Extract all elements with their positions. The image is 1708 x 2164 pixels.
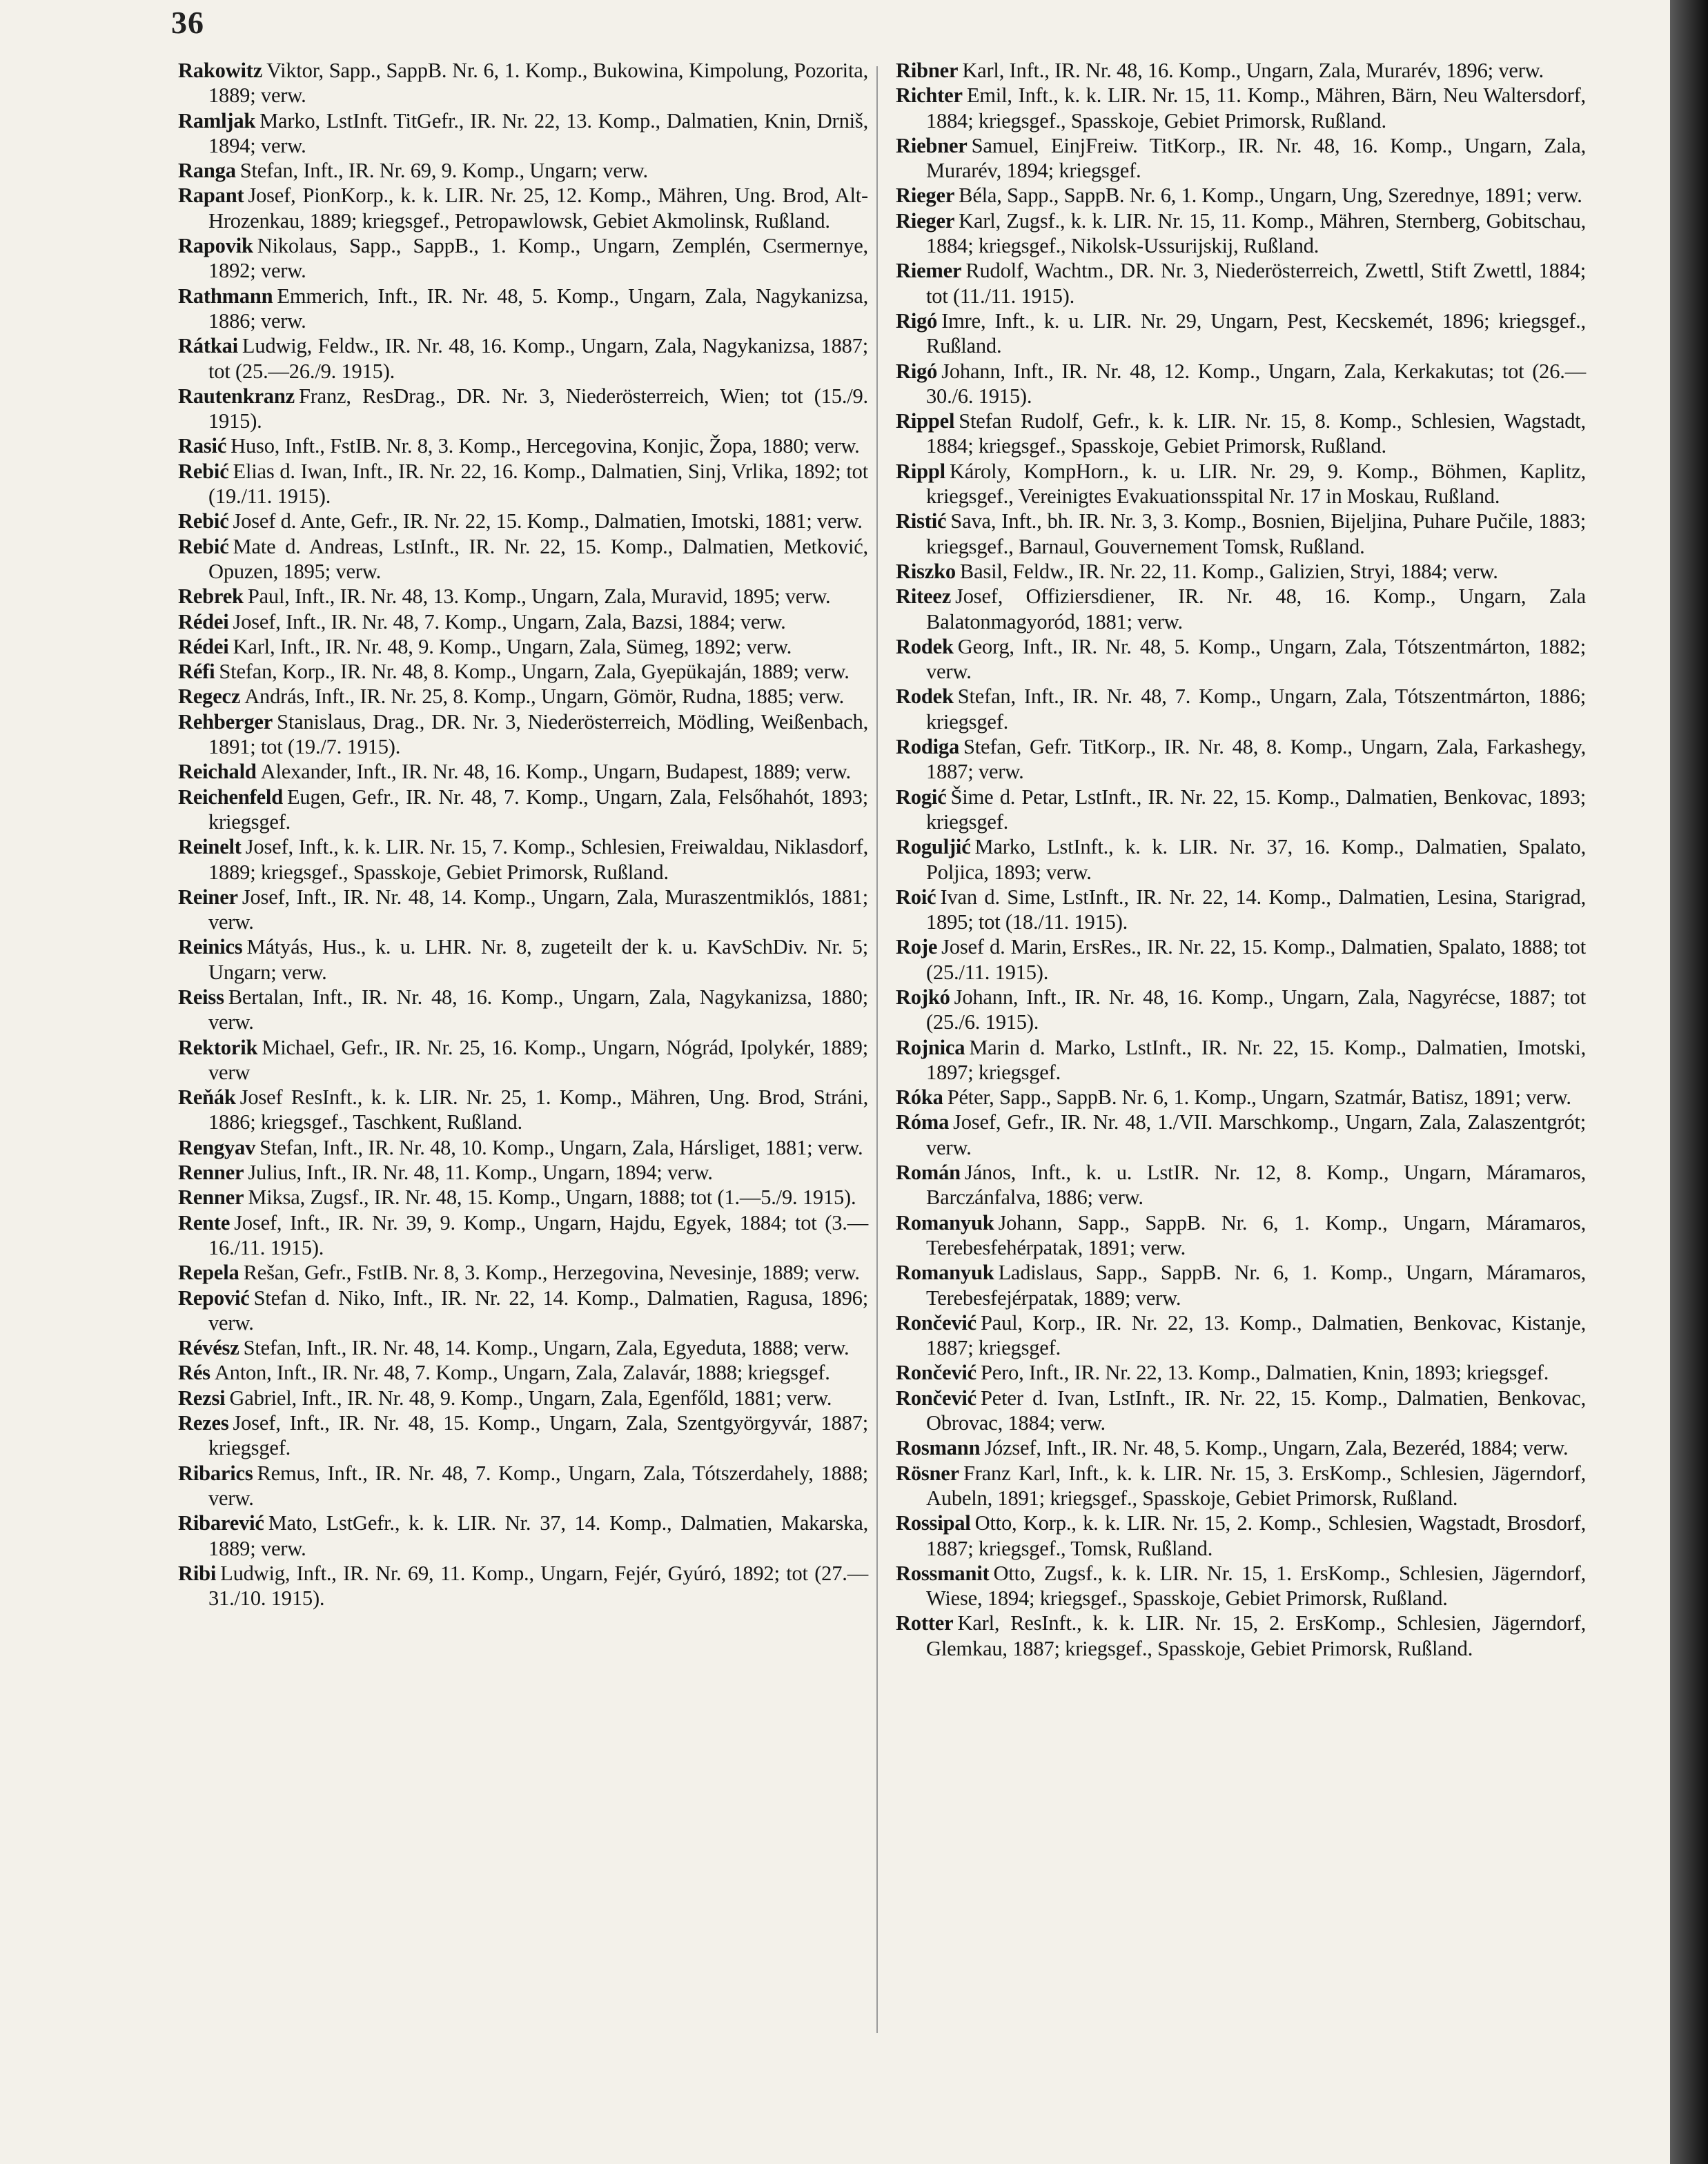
- register-entry: [896, 58, 1586, 83]
- entry-surname: Rieger: [896, 184, 955, 208]
- right-column: [896, 58, 1586, 1661]
- entry-details: Anton, Inft., IR. Nr. 48, 7. Komp., Ungarn, Zala, Zalavár, 1888; kriegsgef.: [214, 1361, 830, 1385]
- register-entry: [896, 1611, 1586, 1661]
- register-entry: [896, 409, 1586, 459]
- entry-surname: Riemer: [896, 259, 962, 283]
- entry-details: Ladislaus, Sapp., SappB. Nr. 6, 1. Komp., Ungarn, Máramaros, Terebesfejérpatak, 1889; verw.: [926, 1261, 1586, 1310]
- entry-surname: Rosmann: [896, 1436, 981, 1460]
- entry-details: Julius, Inft., IR. Nr. 48, 11. Komp., Ungarn, 1894; verw.: [248, 1161, 713, 1185]
- entry-details: Otto, Korp., k. k. LIR. Nr. 15, 2. Komp., Schlesien, Wagstadt, Brosdorf, 1887; kriegsgef., Tomsk, Rußland.: [926, 1511, 1586, 1560]
- entry-surname: Reichald: [178, 760, 257, 784]
- entry-surname: Rengyav: [178, 1135, 256, 1159]
- entry-surname: Rossipal: [896, 1511, 971, 1535]
- entry-surname: Rebić: [178, 534, 229, 558]
- entry-details: Šime d. Petar, LstInft., IR. Nr. 22, 15. Komp., Dalmatien, Benkovac, 1893; kriegsgef.: [926, 785, 1586, 834]
- entry-surname: Rigó: [896, 359, 938, 383]
- entry-details: Josef, PionKorp., k. k. LIR. Nr. 25, 12. Komp., Mähren, Ung. Brod, Alt-Hrozenkau, 1889; kriegsgef., Petropawlowsk, Gebiet Akmolinsk, Rußland.: [208, 184, 868, 233]
- entry-details: Paul, Inft., IR. Nr. 48, 13. Komp., Ungarn, Zala, Muravid, 1895; verw.: [247, 584, 831, 609]
- register-entry: [896, 1386, 1586, 1436]
- register-entry: [896, 183, 1586, 208]
- entry-surname: Reichenfeld: [178, 785, 283, 809]
- entry-details: Basil, Feldw., IR. Nr. 22, 11. Komp., Galizien, Stryi, 1884; verw.: [959, 559, 1498, 583]
- register-entry: [178, 433, 868, 458]
- register-entry: [178, 709, 868, 760]
- register-entry: [178, 1160, 868, 1185]
- entry-details: Franz, ResDrag., DR. Nr. 3, Niederösterreich, Wien; tot (15./9. 1915).: [208, 384, 868, 433]
- entry-details: Mato, LstGefr., k. k. LIR. Nr. 37, 14. Komp., Dalmatien, Makarska, 1889; verw.: [208, 1511, 868, 1560]
- entry-surname: Rasić: [178, 434, 227, 458]
- entry-surname: Riszko: [896, 559, 956, 583]
- register-entry: [896, 133, 1586, 184]
- register-entry: [896, 985, 1586, 1035]
- entry-surname: Reiner: [178, 885, 238, 909]
- register-entry: [178, 934, 868, 985]
- register-entry: [178, 1185, 868, 1210]
- register-entry: [896, 559, 1586, 584]
- register-entry: [896, 1160, 1586, 1210]
- entry-surname: Richter: [896, 83, 963, 108]
- entry-details: Alexander, Inft., IR. Nr. 48, 16. Komp., Ungarn, Budapest, 1889; verw.: [260, 760, 851, 784]
- entry-surname: Rotter: [896, 1611, 954, 1635]
- entry-details: Marin d. Marko, LstInft., IR. Nr. 22, 15. Komp., Dalmatien, Imotski, 1897; kriegsgef.: [926, 1035, 1586, 1084]
- register-entry: [896, 359, 1586, 409]
- register-entry: [178, 1561, 868, 1611]
- entry-details: Pero, Inft., IR. Nr. 22, 13. Komp., Dalmatien, Knin, 1893; kriegsgef.: [980, 1361, 1549, 1385]
- register-entry: [896, 1435, 1586, 1460]
- entry-surname: Roje: [896, 935, 938, 959]
- entry-surname: Regecz: [178, 685, 241, 709]
- entry-surname: Ribner: [896, 59, 959, 82]
- entry-details: Ludwig, Feldw., IR. Nr. 48, 16. Komp., Ungarn, Zala, Nagykanizsa, 1887; tot (25.—26./9. 1915).: [208, 334, 868, 383]
- entry-details: Stefan, Inft., IR. Nr. 48, 14. Komp., Ungarn, Zala, Egyeduta, 1888; verw.: [243, 1336, 850, 1360]
- register-entry: [178, 284, 868, 334]
- entry-details: Emil, Inft., k. k. LIR. Nr. 15, 11. Komp., Mähren, Bärn, Neu Waltersdorf, 1884; kriegsgef., Spasskoje, Gebiet Primorsk, Rußland.: [926, 83, 1586, 132]
- entry-details: Josef ResInft., k. k. LIR. Nr. 25, 1. Komp., Mähren, Ung. Brod, Stráni, 1886; kriegsgef., Taschkent, Rußland.: [208, 1085, 868, 1134]
- entry-details: Stefan, Inft., IR. Nr. 48, 10. Komp., Ungarn, Zala, Hársliget, 1881; verw.: [259, 1135, 863, 1159]
- entry-surname: Reňák: [178, 1085, 236, 1110]
- register-entry: [178, 384, 868, 434]
- entry-details: Samuel, EinjFreiw. TitKorp., IR. Nr. 48, 16. Komp., Ungarn, Zala, Murarév, 1894; kriegsgef.: [926, 133, 1586, 183]
- register-entry: [896, 1035, 1586, 1085]
- entry-surname: Rösner: [896, 1461, 959, 1485]
- entry-surname: Róka: [896, 1085, 943, 1110]
- entry-details: Johann, Inft., IR. Nr. 48, 16. Komp., Ungarn, Zala, Nagyrécse, 1887; tot (25./6. 1915).: [926, 985, 1586, 1034]
- entry-details: Stefan Rudolf, Gefr., k. k. LIR. Nr. 15, 8. Komp., Schlesien, Wagstadt, 1884; kriegsgef., Spasskoje, Gebiet Primorsk, Rußland.: [926, 409, 1586, 458]
- register-entry: [896, 1561, 1586, 1611]
- entry-surname: Repović: [178, 1286, 250, 1310]
- entry-surname: Rathmann: [178, 284, 273, 308]
- entry-surname: Rebić: [178, 509, 229, 533]
- entry-details: Elias d. Iwan, Inft., IR. Nr. 22, 16. Komp., Dalmatien, Sinj, Vrlika, 1892; tot (19./11. 1915).: [208, 459, 868, 509]
- entry-surname: Reinics: [178, 935, 243, 959]
- register-entry: [178, 759, 868, 784]
- register-entry: [896, 885, 1586, 935]
- register-entry: [178, 785, 868, 835]
- register-entry: [178, 1085, 868, 1135]
- register-entry: [896, 509, 1586, 559]
- entry-details: Stefan, Gefr. TitKorp., IR. Nr. 48, 8. Komp., Ungarn, Zala, Farkashegy, 1887; verw.: [926, 735, 1586, 784]
- entry-surname: Rončević: [896, 1386, 976, 1410]
- entry-surname: Ristić: [896, 509, 947, 533]
- register-entry: [178, 609, 868, 634]
- entry-surname: Rojkó: [896, 985, 950, 1009]
- register-entry: [178, 509, 868, 533]
- register-entry: [178, 1410, 868, 1461]
- entry-surname: Rapovik: [178, 234, 253, 258]
- entry-details: Mátyás, Hus., k. u. LHR. Nr. 8, zugeteilt der k. u. KavSchDiv. Nr. 5; Ungarn; verw.: [208, 935, 868, 984]
- entry-details: Rešan, Gefr., FstIB. Nr. 8, 3. Komp., Herzegovina, Nevesinje, 1889; verw.: [243, 1261, 860, 1285]
- entry-surname: Ribi: [178, 1561, 217, 1585]
- register-entry: [178, 659, 868, 684]
- entry-surname: Rebrek: [178, 584, 244, 609]
- register-entry: [896, 1310, 1586, 1361]
- entry-details: Peter d. Ivan, LstInft., IR. Nr. 22, 15. Komp., Dalmatien, Benkovac, Obrovac, 1884; verw.: [926, 1386, 1586, 1435]
- register-entry: [896, 1360, 1586, 1385]
- register-entry: [178, 1035, 868, 1085]
- register-entry: [178, 183, 868, 233]
- entry-details: Bertalan, Inft., IR. Nr. 48, 16. Komp., Ungarn, Zala, Nagykanizsa, 1880; verw.: [208, 985, 868, 1034]
- register-entry: [178, 684, 868, 709]
- entry-details: Mate d. Andreas, LstInft., IR. Nr. 22, 15. Komp., Dalmatien, Metković, Opuzen, 1895; verw.: [208, 534, 868, 583]
- register-entry: [896, 785, 1586, 835]
- entry-details: Ivan d. Sime, LstInft., IR. Nr. 22, 14. Komp., Dalmatien, Lesina, Starigrad, 1895; tot (18./11. 1915).: [926, 885, 1586, 934]
- entry-details: Michael, Gefr., IR. Nr. 25, 16. Komp., Ungarn, Nógrád, Ipolykér, 1889; verw: [208, 1035, 868, 1084]
- register-entry: [178, 1210, 868, 1261]
- entry-details: Péter, Sapp., SappB. Nr. 6, 1. Komp., Ungarn, Szatmár, Batisz, 1891; verw.: [947, 1085, 1571, 1110]
- scan-edge: [1670, 0, 1708, 2164]
- entry-surname: Rédei: [178, 609, 229, 633]
- entry-surname: Rodek: [896, 634, 954, 658]
- entry-details: Stefan, Korp., IR. Nr. 48, 8. Komp., Ungarn, Zala, Gyepükaján, 1889; verw.: [219, 660, 850, 684]
- entry-details: Eugen, Gefr., IR. Nr. 48, 7. Komp., Ungarn, Zala, Felsőhahót, 1893; kriegsgef.: [208, 785, 868, 834]
- register-entry: [896, 83, 1586, 133]
- entry-surname: Riebner: [896, 133, 968, 157]
- entry-details: Stefan d. Niko, Inft., IR. Nr. 22, 14. Komp., Dalmatien, Ragusa, 1896; verw.: [208, 1286, 868, 1335]
- register-entry: [896, 258, 1586, 308]
- entry-surname: Révész: [178, 1336, 239, 1360]
- entry-details: Karl, Inft., IR. Nr. 48, 16. Komp., Ungarn, Zala, Murarév, 1896; verw.: [962, 59, 1544, 82]
- entry-details: Remus, Inft., IR. Nr. 48, 7. Komp., Ungarn, Zala, Tótszerdahely, 1888; verw.: [208, 1461, 868, 1510]
- register-entry: [178, 233, 868, 284]
- entry-surname: Román: [896, 1161, 961, 1185]
- entry-details: Josef, Inft., IR. Nr. 48, 7. Komp., Ungarn, Zala, Bazsi, 1884; verw.: [233, 609, 786, 633]
- register-entry: [178, 333, 868, 384]
- register-entry: [178, 108, 868, 159]
- column-divider: [876, 66, 878, 2033]
- entry-surname: Repela: [178, 1261, 239, 1285]
- entry-surname: Rakowitz: [178, 59, 263, 82]
- entry-details: Stanislaus, Drag., DR. Nr. 3, Niederösterreich, Mödling, Weißenbach, 1891; tot (19./7. 1915).: [208, 709, 868, 759]
- entry-surname: Rektorik: [178, 1035, 258, 1059]
- register-entry: [178, 1260, 868, 1285]
- register-entry: [178, 1135, 868, 1160]
- entry-surname: Rončević: [896, 1361, 976, 1385]
- register-entry: [178, 1511, 868, 1561]
- register-entry: [896, 634, 1586, 685]
- register-entry: [178, 1386, 868, 1410]
- entry-surname: Riteez: [896, 584, 952, 609]
- register-entry: [178, 584, 868, 609]
- register-entry: [896, 1260, 1586, 1310]
- entry-surname: Réfi: [178, 660, 215, 684]
- entry-surname: Rossmanit: [896, 1561, 990, 1585]
- entry-surname: Rautenkranz: [178, 384, 295, 408]
- register-entry: [896, 684, 1586, 734]
- entry-surname: Rogić: [896, 785, 947, 809]
- entry-surname: Rente: [178, 1210, 230, 1235]
- register-entry: [896, 1511, 1586, 1561]
- entry-details: Franz Karl, Inft., k. k. LIR. Nr. 15, 3. ErsKomp., Schlesien, Jägerndorf, Aubeln, 1891; kriegsgef., Spasskoje, Gebiet Primorsk, Rußland.: [926, 1461, 1586, 1510]
- page-number: 36: [171, 5, 204, 40]
- entry-surname: Rédei: [178, 634, 229, 658]
- register-entry: [178, 1461, 868, 1511]
- entry-details: Josef, Inft., IR. Nr. 39, 9. Komp., Ungarn, Hajdu, Egyek, 1884; tot (3.—16./11. 1915).: [208, 1210, 868, 1259]
- entry-surname: Romanyuk: [896, 1210, 994, 1235]
- register-entry: [178, 1335, 868, 1360]
- register-entry: [178, 985, 868, 1035]
- register-entry: [896, 208, 1586, 259]
- entry-details: József, Inft., IR. Nr. 48, 5. Komp., Ungarn, Zala, Bezeréd, 1884; verw.: [984, 1436, 1569, 1460]
- entry-details: Josef d. Marin, ErsRes., IR. Nr. 22, 15. Komp., Dalmatien, Spalato, 1888; tot (25./11. 1915).: [926, 935, 1586, 984]
- entry-surname: Roić: [896, 885, 936, 909]
- entry-details: Nikolaus, Sapp., SappB., 1. Komp., Ungarn, Zemplén, Csermernye, 1892; verw.: [208, 234, 868, 283]
- entry-surname: Ribarević: [178, 1511, 264, 1535]
- register-entry: [896, 1210, 1586, 1261]
- entry-surname: Rončević: [896, 1310, 976, 1335]
- entry-surname: Rippel: [896, 409, 955, 433]
- entry-surname: Rezsi: [178, 1386, 226, 1410]
- register-entry: [178, 1286, 868, 1336]
- entry-details: Emmerich, Inft., IR. Nr. 48, 5. Komp., Ungarn, Zala, Nagykanizsa, 1886; verw.: [208, 284, 868, 333]
- entry-surname: Ribarics: [178, 1461, 253, 1485]
- register-entry: [896, 934, 1586, 985]
- entry-surname: Rodek: [896, 685, 954, 709]
- entry-surname: Roguljić: [896, 835, 971, 859]
- register-entry: [178, 634, 868, 659]
- entry-details: Imre, Inft., k. u. LIR. Nr. 29, Ungarn, Pest, Kecskemét, 1896; kriegsgef., Rußland.: [926, 308, 1586, 358]
- entry-details: Josef d. Ante, Gefr., IR. Nr. 22, 15. Komp., Dalmatien, Imotski, 1881; verw.: [233, 509, 863, 533]
- entry-details: Béla, Sapp., SappB. Nr. 6, 1. Komp., Ungarn, Ung, Szerednye, 1891; verw.: [959, 184, 1582, 208]
- entry-details: Karl, Zugsf., k. k. LIR. Nr. 15, 11. Komp., Mähren, Sternberg, Gobitschau, 1884; kriegsgef., Nikolsk-Ussurijskij, Rußland.: [926, 208, 1586, 258]
- entry-surname: Reiss: [178, 985, 224, 1009]
- entry-surname: Rapant: [178, 184, 244, 208]
- entry-surname: Rés: [178, 1361, 210, 1385]
- register-entry: [896, 1110, 1586, 1160]
- entry-surname: Renner: [178, 1161, 244, 1185]
- register-entry: [178, 58, 868, 108]
- register-entry: [896, 584, 1586, 634]
- entry-details: Johann, Sapp., SappB. Nr. 6, 1. Komp., Ungarn, Máramaros, Terebesfehérpatak, 1891; verw.: [926, 1210, 1586, 1259]
- left-column: [178, 58, 868, 1611]
- register-entry: [178, 459, 868, 509]
- entry-details: Sava, Inft., bh. IR. Nr. 3, 3. Komp., Bosnien, Bijeljina, Puhare Pučile, 1883; kriegsgef., Barnaul, Gouvernement Tomsk, Rußland.: [926, 509, 1586, 558]
- entry-details: Stefan, Inft., IR. Nr. 48, 7. Komp., Ungarn, Zala, Tótszentmárton, 1886; kriegsgef.: [926, 685, 1586, 734]
- entry-details: Ludwig, Inft., IR. Nr. 69, 11. Komp., Ungarn, Fejér, Gyúró, 1892; tot (27.—31./10. 1915).: [208, 1561, 868, 1611]
- entry-surname: Rojnica: [896, 1035, 965, 1059]
- entry-details: János, Inft., k. u. LstIR. Nr. 12, 8. Komp., Ungarn, Máramaros, Barczánfalva, 1886; verw.: [926, 1161, 1586, 1210]
- entry-details: Gabriel, Inft., IR. Nr. 48, 9. Komp., Ungarn, Zala, Egenfőld, 1881; verw.: [229, 1386, 832, 1410]
- entry-details: Otto, Zugsf., k. k. LIR. Nr. 15, 1. ErsKomp., Schlesien, Jägerndorf, Wiese, 1894; kriegsgef., Spasskoje, Gebiet Primorsk, Rußland.: [926, 1561, 1586, 1611]
- entry-details: Stefan, Inft., IR. Nr. 69, 9. Komp., Ungarn; verw.: [239, 159, 648, 183]
- entry-details: Georg, Inft., IR. Nr. 48, 5. Komp., Ungarn, Zala, Tótszentmárton, 1882; verw.: [926, 634, 1586, 684]
- entry-surname: Rippl: [896, 459, 945, 483]
- register-entry: [178, 834, 868, 885]
- entry-surname: Rátkai: [178, 334, 238, 358]
- entry-surname: Rezes: [178, 1411, 229, 1435]
- entry-surname: Ranga: [178, 159, 236, 183]
- entry-details: Károly, KompHorn., k. u. LIR. Nr. 29, 9. Komp., Böhmen, Kaplitz, kriegsgef., Vereinigtes Evakuationsspital Nr. 17 in Moskau, Rußland.: [926, 459, 1586, 509]
- entry-surname: Róma: [896, 1110, 950, 1134]
- entry-details: Josef, Offiziersdiener, IR. Nr. 48, 16. Komp., Ungarn, Zala Balatonmagyoród, 1881; verw.: [926, 584, 1586, 633]
- entry-details: Huso, Inft., FstIB. Nr. 8, 3. Komp., Hercegovina, Konjic, Žopa, 1880; verw.: [230, 434, 860, 458]
- register-entry: [896, 1085, 1586, 1110]
- entry-surname: Reinelt: [178, 835, 242, 859]
- entry-details: Josef, Inft., IR. Nr. 48, 14. Komp., Ungarn, Zala, Muraszentmiklós, 1881; verw.: [208, 885, 868, 934]
- entry-surname: Ramljak: [178, 108, 256, 132]
- entry-details: Karl, Inft., IR. Nr. 48, 9. Komp., Ungarn, Zala, Sümeg, 1892; verw.: [233, 634, 792, 658]
- register-entry: [896, 1461, 1586, 1511]
- entry-details: Marko, LstInft. TitGefr., IR. Nr. 22, 13. Komp., Dalmatien, Knin, Drniš, 1894; verw.: [208, 108, 868, 157]
- entry-details: Rudolf, Wachtm., DR. Nr. 3, Niederösterreich, Zwettl, Stift Zwettl, 1884; tot (11./11. 1915).: [926, 259, 1586, 308]
- entry-details: Marko, LstInft., k. k. LIR. Nr. 37, 16. Komp., Dalmatien, Spalato, Poljica, 1893; verw.: [926, 835, 1586, 884]
- entry-details: Viktor, Sapp., SappB. Nr. 6, 1. Komp., Bukowina, Kimpolung, Pozorita, 1889; verw.: [208, 59, 868, 108]
- entry-details: Karl, ResInft., k. k. LIR. Nr. 15, 2. ErsKomp., Schlesien, Jägerndorf, Glemkau, 1887; kriegsgef., Spasskoje, Gebiet Primorsk, Rußland.: [926, 1611, 1586, 1660]
- register-entry: [178, 1360, 868, 1385]
- entry-surname: Rigó: [896, 308, 938, 333]
- entry-surname: Rodiga: [896, 735, 960, 759]
- register-entry: [178, 534, 868, 584]
- entry-details: Josef, Inft., IR. Nr. 48, 15. Komp., Ungarn, Zala, Szentgyörgyvár, 1887; kriegsgef.: [208, 1411, 868, 1460]
- entry-surname: Rieger: [896, 208, 955, 233]
- entry-surname: Romanyuk: [896, 1261, 994, 1285]
- entry-surname: Renner: [178, 1186, 244, 1210]
- entry-surname: Rehberger: [178, 709, 273, 734]
- entry-details: Miksa, Zugsf., IR. Nr. 48, 15. Komp., Ungarn, 1888; tot (1.—5./9. 1915).: [248, 1186, 856, 1210]
- entry-surname: Rebić: [178, 459, 229, 483]
- entry-details: Josef, Inft., k. k. LIR. Nr. 15, 7. Komp., Schlesien, Freiwaldau, Niklasdorf, 1889; kriegsgef., Spasskoje, Gebiet Primorsk, Rußland.: [208, 835, 868, 884]
- register-entry: [896, 834, 1586, 885]
- register-entry: [896, 459, 1586, 509]
- register-entry: [178, 158, 868, 183]
- register-entry: [178, 885, 868, 935]
- entry-details: András, Inft., IR. Nr. 25, 8. Komp., Ungarn, Gömör, Rudna, 1885; verw.: [244, 685, 845, 709]
- register-entry: [896, 734, 1586, 785]
- register-entry: [896, 308, 1586, 359]
- entry-details: Josef, Gefr., IR. Nr. 48, 1./VII. Marschkomp., Ungarn, Zala, Zalaszentgrót; verw.: [926, 1110, 1586, 1159]
- entry-details: Johann, Inft., IR. Nr. 48, 12. Komp., Ungarn, Zala, Kerkakutas; tot (26.—30./6. 1915).: [926, 359, 1586, 408]
- entry-details: Paul, Korp., IR. Nr. 22, 13. Komp., Dalmatien, Benkovac, Kistanje, 1887; kriegsgef.: [926, 1310, 1586, 1360]
